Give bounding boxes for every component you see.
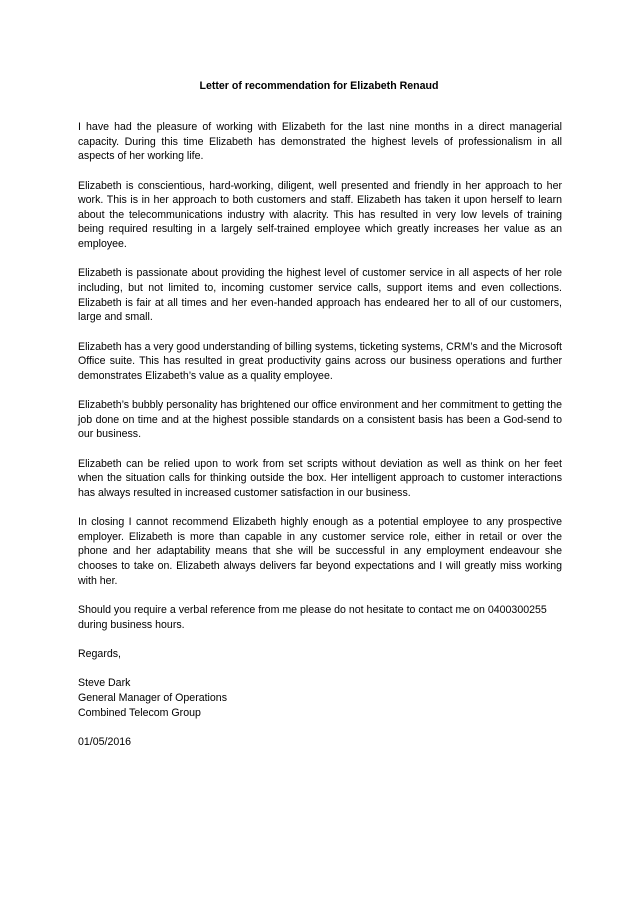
signatory-name: Steve Dark [78, 677, 131, 690]
paragraph-intro: I have had the pleasure of working with Elizabeth for the last nine months in a direct managerial capacity. During this time Elizabeth has demonstrated the highest levels of professionalism in all aspects of her working life. [78, 121, 562, 163]
signatory-position: General Manager of Operations [78, 691, 227, 704]
paragraph-customer-service: Elizabeth is passionate about providing the highest level of customer service in all aspects of her role including, but not limited to, incoming customer service calls, support items and even collections. Elizabeth is fair at all times and her even-handed approach has endeared her to all of our customers, large and small. [78, 267, 562, 324]
letter-body [78, 120, 562, 764]
letter-title: Letter of recommendation for Elizabeth Renaud [199, 80, 439, 92]
signature-block [78, 676, 562, 720]
letter-date: 01/05/2016 [78, 735, 132, 748]
closing-salutation: Regards, [78, 648, 121, 660]
paragraph-personality: Elizabeth’s bubbly personality has brightened our office environment and her commitment to getting the job done on time and at the highest possible standards on a consistent basis has been a God-send to our business. [78, 399, 562, 441]
paragraph-work-ethic: Elizabeth is conscientious, hard-working, diligent, well presented and friendly in her approach to her work. This is in her approach to both customers and staff. Elizabeth has taken it upon herself to learn about the telecommunications industry with alacrity. This has resulted in very low levels of training being required resulting in a largely self-trained employee which greatly increases her value as an employee. [78, 179, 562, 250]
paragraph-systems-knowledge: Elizabeth has a very good understanding of billing systems, ticketing systems, CRM’s and the Microsoft Office suite. This has resulted in great productivity gains across our business operations and further demonstrates Elizabeth’s value as a quality employee. [78, 340, 562, 382]
paragraph-contact: Should you require a verbal reference from me please do not hesitate to contact me on 0400300255 during business hours. [78, 604, 547, 631]
signatory-company: Combined Telecom Group [78, 706, 201, 719]
paragraph-reliability: Elizabeth can be relied upon to work from set scripts without deviation as well as think on her feet when the situation calls for thinking outside the box. Her intelligent approach to customer interactions has always resulted in increased customer satisfaction in our business. [78, 457, 562, 499]
paragraph-closing: In closing I cannot recommend Elizabeth highly enough as a potential employee to any prospective employer. Elizabeth is more than capable in any customer service role, either in retail or over the phone and her adaptability means that she will be successful in any employment endeavour she chooses to take on. Elizabeth always delivers far beyond expectations and I will greatly miss working with her. [78, 516, 562, 587]
